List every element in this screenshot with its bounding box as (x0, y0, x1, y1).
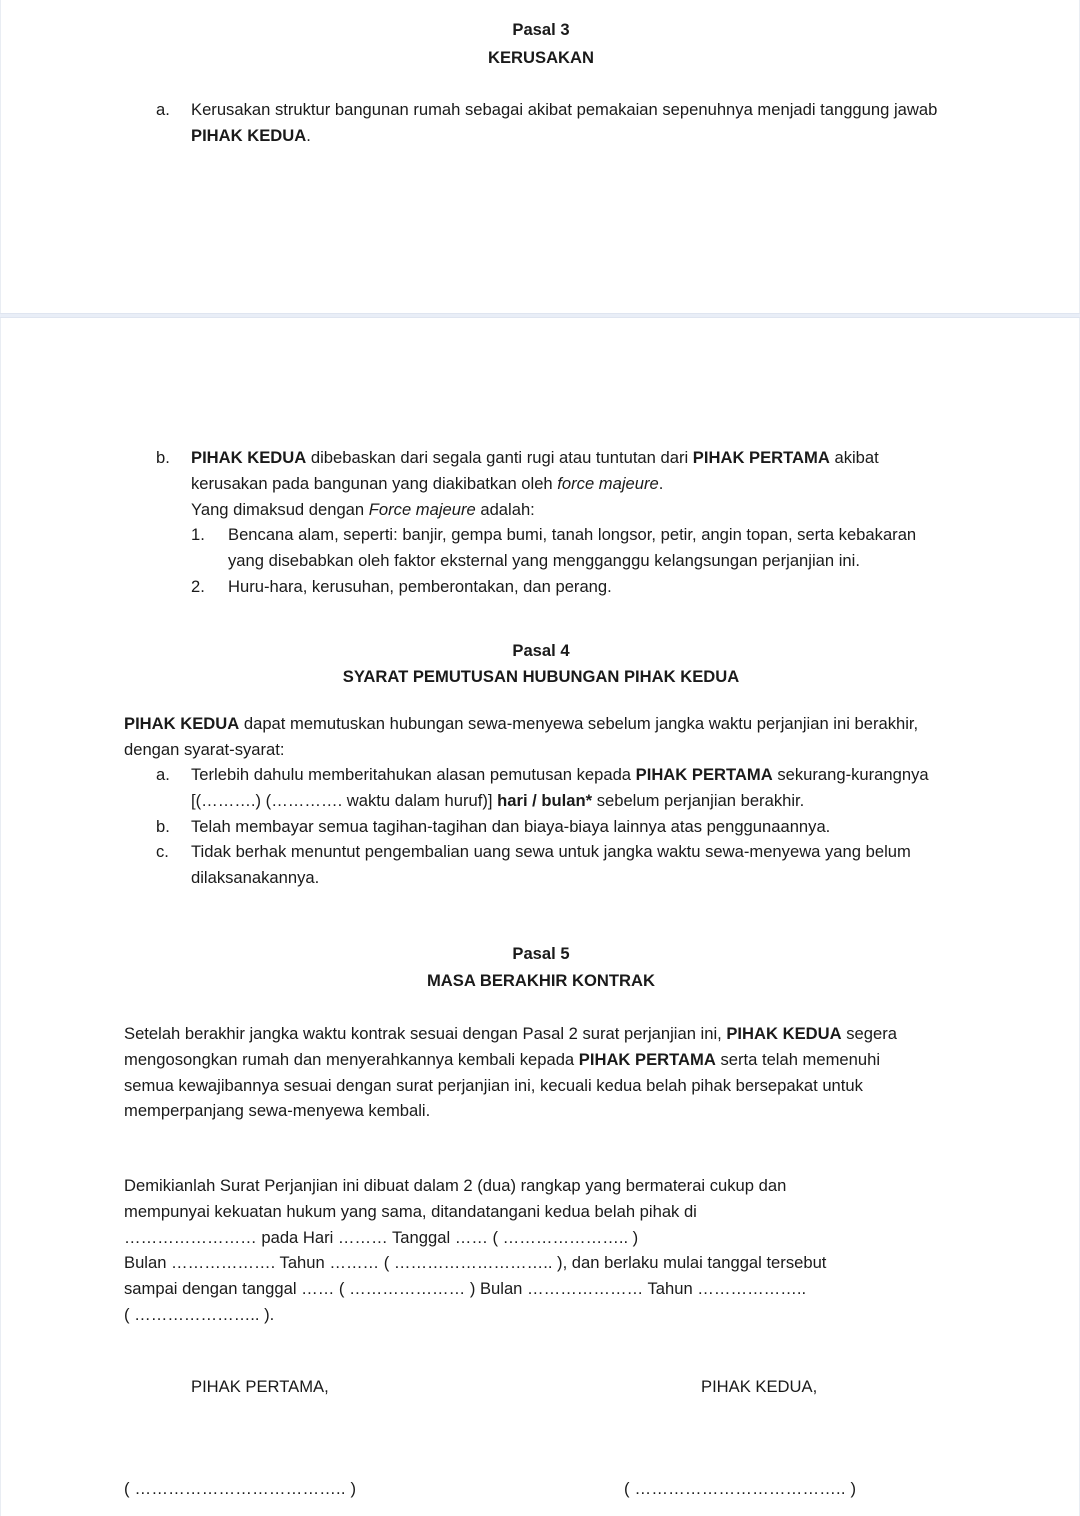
pasal-5-title: MASA BERAKHIR KONTRAK (426, 971, 655, 990)
pasal-4-number: Pasal 4 (512, 641, 570, 660)
para-part-a: Setelah berakhir jangka waktu kontrak sesuai dengan Pasal 2 surat perjanjian ini, (124, 1024, 727, 1043)
signature-block (1, 1374, 1080, 1400)
bold-pihak-pertama: PIHAK PERTAMA (578, 1049, 716, 1069)
text-line2-b: . (658, 473, 664, 493)
item-part-3: sebelum perjanjian berakhir. (592, 790, 805, 810)
list-marker: c. (156, 842, 169, 862)
list-marker: 1. (191, 525, 205, 545)
list-item-text (191, 762, 956, 814)
list-item (156, 762, 956, 814)
item-text-after: . (306, 125, 311, 145)
signature-column-second-party (541, 1374, 1080, 1400)
list-item-text: Huru-hara, kerusuhan, pemberontakan, dan perang. (228, 576, 612, 596)
list-marker: 2. (191, 576, 205, 596)
bold-pihak-kedua: PIHAK KEDUA (191, 448, 307, 467)
list-item-text: Bencana alam, seperti: banjir, gempa bumi, tanah longsor, petir, angin topan, serta kebakaran yang disebabkan oleh faktor eksternal yang mengganggu kelangsungan perjanjian ini. (228, 525, 917, 571)
bold-pihak-kedua: PIHAK KEDUA (726, 1024, 842, 1043)
list-item-text (191, 97, 956, 149)
text-mid: dibebaskan dari segala ganti rugi atau tuntutan dari (306, 448, 693, 467)
text-line3-a: Yang dimaksud dengan (191, 499, 369, 519)
list-marker: a. (156, 100, 170, 119)
pasal-5-paragraph-1 (124, 1021, 914, 1124)
para-part-b: segera mengosongkan rumah dan menyerahkannya kembali kepada (124, 1024, 897, 1069)
italic-force-majeure: force majeure (557, 473, 659, 493)
pasal-3-item-list (156, 97, 956, 149)
document-page-1 (0, 0, 1080, 313)
force-majeure-sublist (191, 522, 956, 599)
pasal-3-item-b (156, 445, 956, 600)
italic-force-majeure-2: Force majeure (368, 499, 476, 519)
text-line2-a: akibat kerusakan pada bangunan yang diakibatkan oleh (191, 448, 879, 493)
list-item (191, 522, 956, 574)
list-marker: a. (156, 765, 170, 784)
signature-name-first-party (1, 1476, 541, 1502)
pasal-4-intro (124, 711, 956, 763)
text-line3-b: adalah: (475, 499, 535, 519)
pasal-4-title: SYARAT PEMUTUSAN HUBUNGAN PIHAK KEDUA (342, 667, 740, 686)
bold-pihak-pertama: PIHAK PERTAMA (635, 765, 773, 784)
item-part-2: sekurang-kurangnya [(……….) (…………. waktu dalam huruf)] (191, 765, 929, 810)
list-item-text: Telah membayar semua tagihan-tagihan dan biaya-biaya lainnya atas penggunaannya. (191, 816, 831, 836)
signature-dotted-line-first: ( ……………………………….. ) (124, 1479, 357, 1498)
signature-name-second-party (541, 1476, 1080, 1502)
item-bold-pihak-kedua: PIHAK KEDUA (191, 125, 307, 145)
closing-paragraph (124, 1173, 984, 1328)
signature-name-lines (1, 1476, 1080, 1502)
pasal-5-number: Pasal 5 (512, 944, 570, 963)
bold-pihak-kedua: PIHAK KEDUA (124, 714, 240, 733)
signature-dotted-line-second: ( ……………………………….. ) (624, 1479, 857, 1498)
item-part-1: Terlebih dahulu memberitahukan alasan pemutusan kepada (191, 765, 636, 784)
list-item (156, 97, 956, 149)
pasal-3-title: KERUSAKAN (487, 48, 595, 67)
signature-column-first-party (1, 1374, 541, 1400)
document-page-2 (0, 318, 1080, 1516)
signature-label-pihak-pertama: PIHAK PERTAMA, (191, 1377, 329, 1396)
list-marker: b. (156, 816, 170, 836)
closing-line-5-until-blanks: sampai dengan tanggal …… ( ………………… ) Bulan ………………… Tahun ……………….. (124, 1279, 807, 1299)
intro-text: dapat memutuskan hubungan sewa-menyewa sebelum jangka waktu perjanjian ini berakhir, dengan syarat-syarat: (124, 714, 919, 759)
pasal-3-number: Pasal 3 (512, 20, 570, 39)
list-item (156, 814, 956, 840)
bold-pihak-pertama: PIHAK PERTAMA (692, 448, 830, 467)
bold-hari-bulan: hari / bulan* (497, 790, 593, 810)
list-item (191, 574, 956, 600)
pasal-4-conditions-list (156, 762, 956, 891)
closing-line-6-blank: ( ………………….. ). (124, 1304, 275, 1324)
list-item (156, 445, 956, 600)
list-marker: b. (156, 448, 170, 467)
closing-line-3-date-blanks: …………………… pada Hari ……… Tanggal …… ( ………………….. ) (124, 1227, 639, 1247)
list-item-text (191, 445, 956, 600)
closing-line-4-month-year-blanks: Bulan ………………. Tahun ……… ( ……………………….. ), dan berlaku mulai tanggal tersebut (124, 1253, 827, 1273)
closing-line-2: mempunyai kekuatan hukum yang sama, ditandatangani kedua belah pihak di (124, 1201, 697, 1221)
signature-label-pihak-kedua: PIHAK KEDUA, (701, 1377, 818, 1396)
closing-line-1: Demikianlah Surat Perjanjian ini dibuat dalam 2 (dua) rangkap yang bermaterai cukup dan (124, 1176, 787, 1195)
item-text-before: Kerusakan struktur bangunan rumah sebagai akibat pemakaian sepenuhnya menjadi tanggung jawab (191, 100, 938, 119)
para-part-c: serta telah memenuhi semua kewajibannya sesuai dengan surat perjanjian ini, kecuali kedua belah pihak bersepakat untuk memperpanjang sewa-menyewa kembali. (124, 1049, 881, 1121)
list-item-text: Tidak berhak menuntut pengembalian uang sewa untuk jangka waktu sewa-menyewa yang belum dilaksanakannya. (191, 842, 911, 888)
list-item (156, 839, 956, 891)
